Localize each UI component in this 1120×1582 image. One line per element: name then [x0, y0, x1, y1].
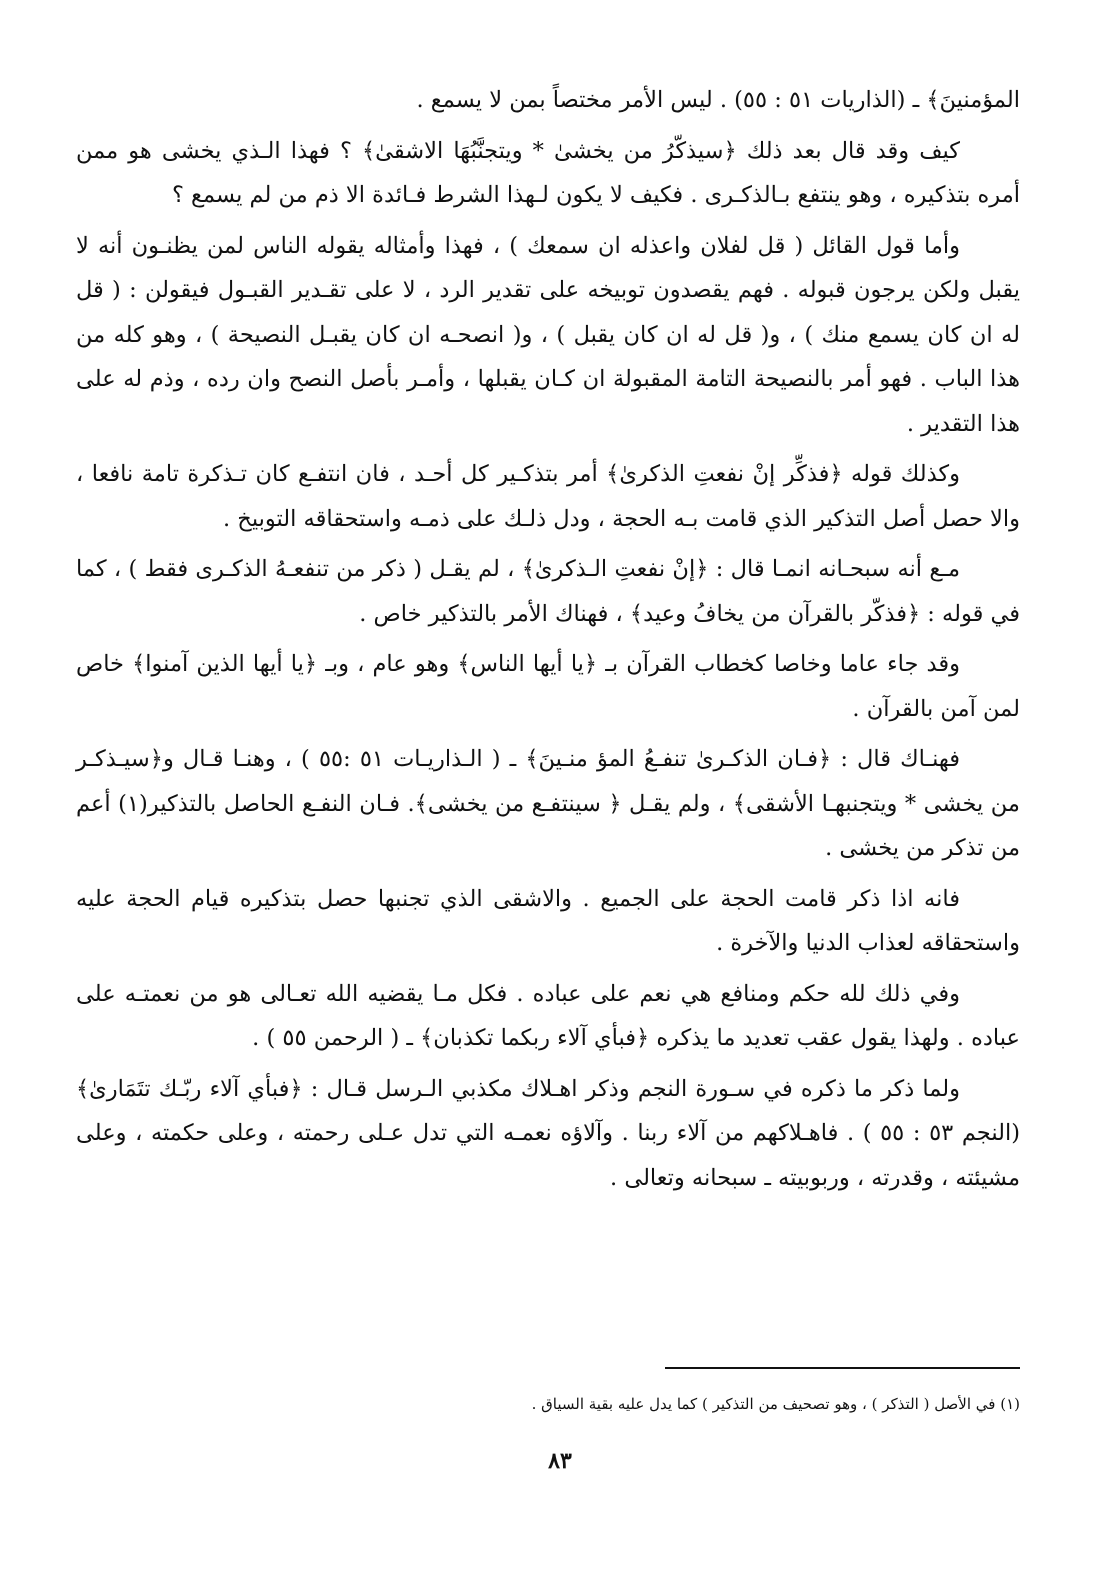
- paragraph: وقد جاء عاما وخاصا كخطاب القرآن بـ ﴿يا أيها الناس﴾ وهو عام ، وبـ ﴿يا أيها الذين آمنوا﴾ خاص لمن آمن بالقرآن .: [76, 651, 1020, 722]
- paragraph: وأما قول القائل ( قل لفلان واعذله ان سمعك ) ، فهذا وأمثاله يقوله الناس لمن يظنـون أنه لا يقبل ولكن يرجون قبوله . فهم يقصدون توبيخه على تقدير الرد ، لا على تقـدير القبـول فيقولن : ( قل له ان كان يسمع منك ) ، و( قل له ان كان يقبل ) ، و( انصحـه ان كان يقبـل النصيحة ) ، وهو كله من هذا الباب . فهو أمر بالنصيحة التامة المقبولة ان كـان يقبلها ، وأمـر بأصل النصح وان رده ، وذم له على هذا التقدير .: [76, 232, 1020, 437]
- paragraph: كيف وقد قال بعد ذلك ﴿سيذكّرُ من يخشىٰ * ويتجنَّبُهَا الاشقىٰ﴾ ؟ فهذا الـذي يخشى هو ممن أمره بتذكيره ، وهو ينتفع بـالذكـرى . فكيف لا يكون لـهذا الشرط فـائدة الا ذم من لم يسمع ؟: [76, 137, 1020, 208]
- paragraph: فانه اذا ذكر قامت الحجة على الجميع . والاشقى الذي تجنبها حصل بتذكيره قيام الحجة عليه واستحقاقه لعذاب الدنيا والآخرة .: [76, 885, 1020, 956]
- footnote: (١) في الأصل ( التذكر ) ، وهو تصحيف من التذكير ) كما يدل عليه بقية السياق .: [531, 1395, 1020, 1413]
- page-number: ٨٣: [548, 1448, 572, 1474]
- paragraph: ولما ذكر ما ذكره في سـورة النجم وذكر اهـلاك مكذبي الـرسل قـال : ﴿فبأي آلاء ربّـك تتَمَارىٰ﴾(النجم ٥٣ : ٥٥ ) . فاهـلاكهم من آلاء ربنا . وآلاؤه نعمـه التي تدل عـلى رحمته ، وعلى حكمته ، وعلى مشيئته ، وقدرته ، وربوبيته ـ سبحانه وتعالى .: [76, 1075, 1021, 1191]
- footnote-divider: [665, 1367, 1020, 1369]
- paragraph: وفي ذلك لله حكم ومنافع هي نعم على عباده . فكل مـا يقضيه الله تعـالى هو من نعمتـه على عباده . ولهذا يقول عقب تعديد ما يذكره ﴿فبأي آلاء ربكما تكذبان﴾ ـ ( الرحمن ٥٥ ) .: [76, 980, 1020, 1051]
- paragraph: فهنـاك قال : ﴿فـان الذكـرىٰ تنفـعُ المؤ منـينَ﴾ ـ ( الـذاريـات ٥١ :٥٥ ) ، وهنـا قـال و﴿سيـذكـر من يخشى * ويتجنبهـا الأشقى﴾ ، ولم يقـل ﴿ سينتفـع من يخشى﴾. فـان النفـع الحاصل بالتذكير(١) أعم من تذكر من يخشى .: [76, 746, 1020, 861]
- paragraph-continuation: المؤمنينَ﴾ ـ (الذاريات ٥١ : ٥٥) . ليس الأمر مختصاً بمن لا يسمع .: [416, 87, 1020, 113]
- paragraph: مـع أنه سبحـانه انمـا قال : ﴿إنْ نفعتِ الـذكرىٰ﴾ ، لم يقـل ( ذكر من تنفعـهُ الذكـرى فقط ) ، كما في قوله : ﴿فذكّر بالقرآن من يخافُ وعيد﴾ ، فهناك الأمر بالتذكير خاص .: [76, 556, 1020, 627]
- paragraph: وكذلك قوله ﴿فذكِّر إنْ نفعتِ الذكرىٰ﴾ أمر بتذكـير كل أحـد ، فان انتفـع كان تـذكرة تامة نافعا ، والا حصل أصل التذكير الذي قامت بـه الحجة ، ودل ذلـك على ذمـه واستحقاقه التوبيخ .: [76, 461, 1020, 532]
